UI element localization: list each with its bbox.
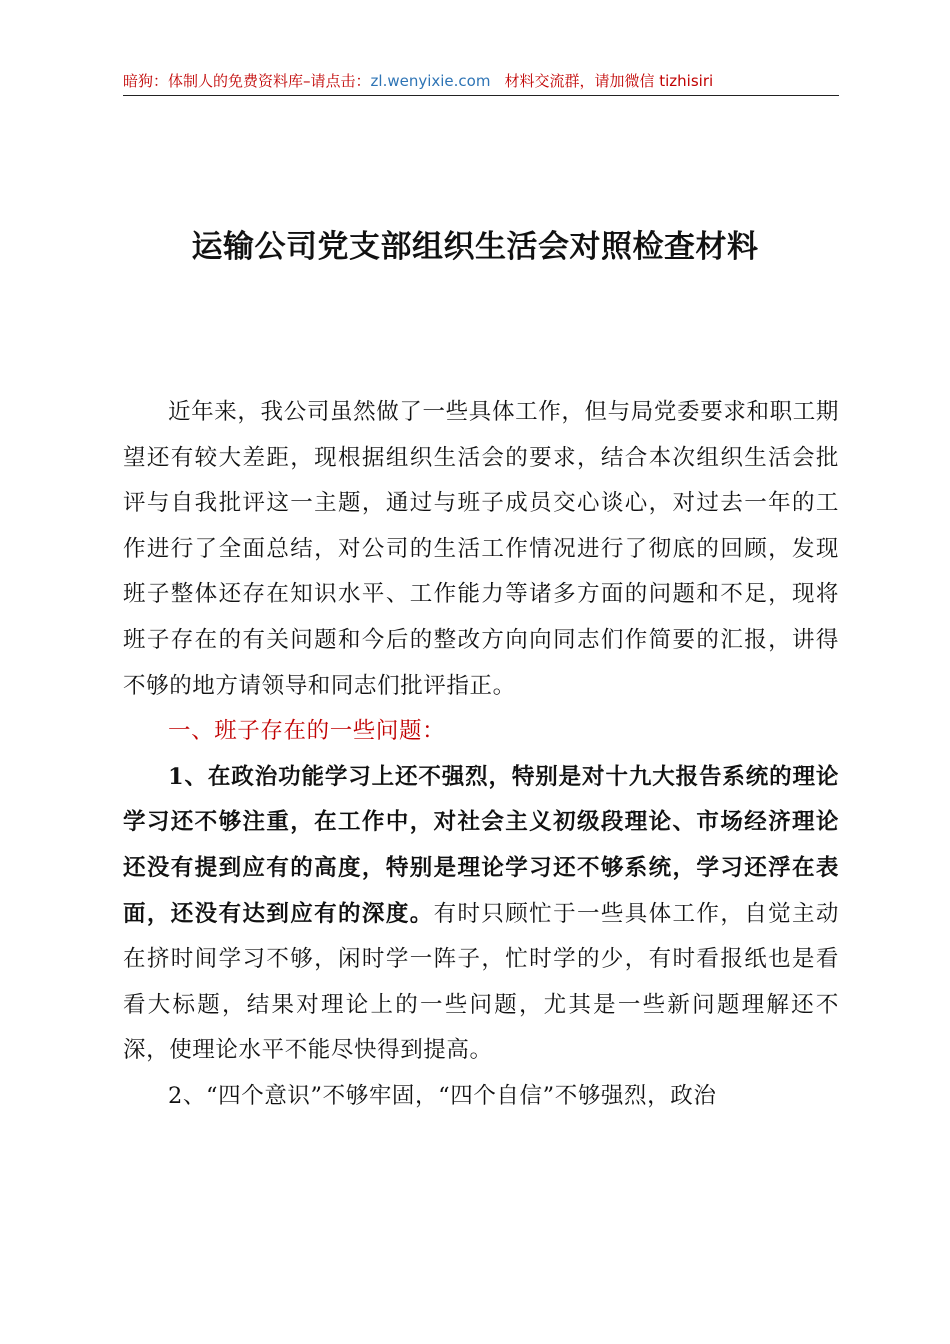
section-heading: 一、班子存在的一些问题： [168, 718, 446, 745]
page-header [123, 68, 839, 94]
document-body [123, 390, 839, 1120]
item-1-text: 有时只顾忙于一些具体工作，自觉主动在挤时间学习不够，闲时学一阵子，忙时学的少，有时看报纸也是看看大标题，结果对理论上的一些问题，尤其是一些新问题理解还不深，使理论水平不能尽快得到提高。 [123, 900, 839, 1064]
item-1-paragraph [123, 755, 839, 1074]
item-1-bold-text: 1、在政治功能学习上还不强烈，特别是对十九大报告系统的理论学习还不够注重，在工作中，对社会主义初级段理论、市场经济理论还没有提到应有的高度，特别是理论学习还不够系统，学习还浮在表面，还没有达到应有的深度。 [123, 763, 839, 927]
header-divider [123, 95, 839, 96]
item-2-paragraph: 2、“四个意识”不够牢固，“四个自信”不够强烈，政治 [168, 1082, 717, 1109]
header-brand: 暗狗：体制人的免费资料库 [123, 72, 304, 90]
header-prompt: –请点击： [303, 72, 371, 90]
document-title: 运输公司党支部组织生活会对照检查材料 [191, 229, 759, 265]
intro-paragraph: 近年来，我公司虽然做了一些具体工作，但与局党委要求和职工期望还有较大差距，现根据组织生活会的要求，结合本次组织生活会批评与自我批评这一主题，通过与班子成员交心谈心，对过去一年的工作进行了全面总结，对公司的生活工作情况进行了彻底的回顾，发现班子整体还存在知识水平、工作能力等诸多方面的问题和不足，现将班子存在的有关问题和今后的整改方向向同志们作简要的汇报，讲得不够的地方请领导和同志们批评指正。 [123, 399, 839, 699]
header-link[interactable]: zl.wenyixie.com [370, 72, 491, 90]
header-wechat-group: 材料交流群，请加微信 tizhisiri [504, 72, 714, 90]
